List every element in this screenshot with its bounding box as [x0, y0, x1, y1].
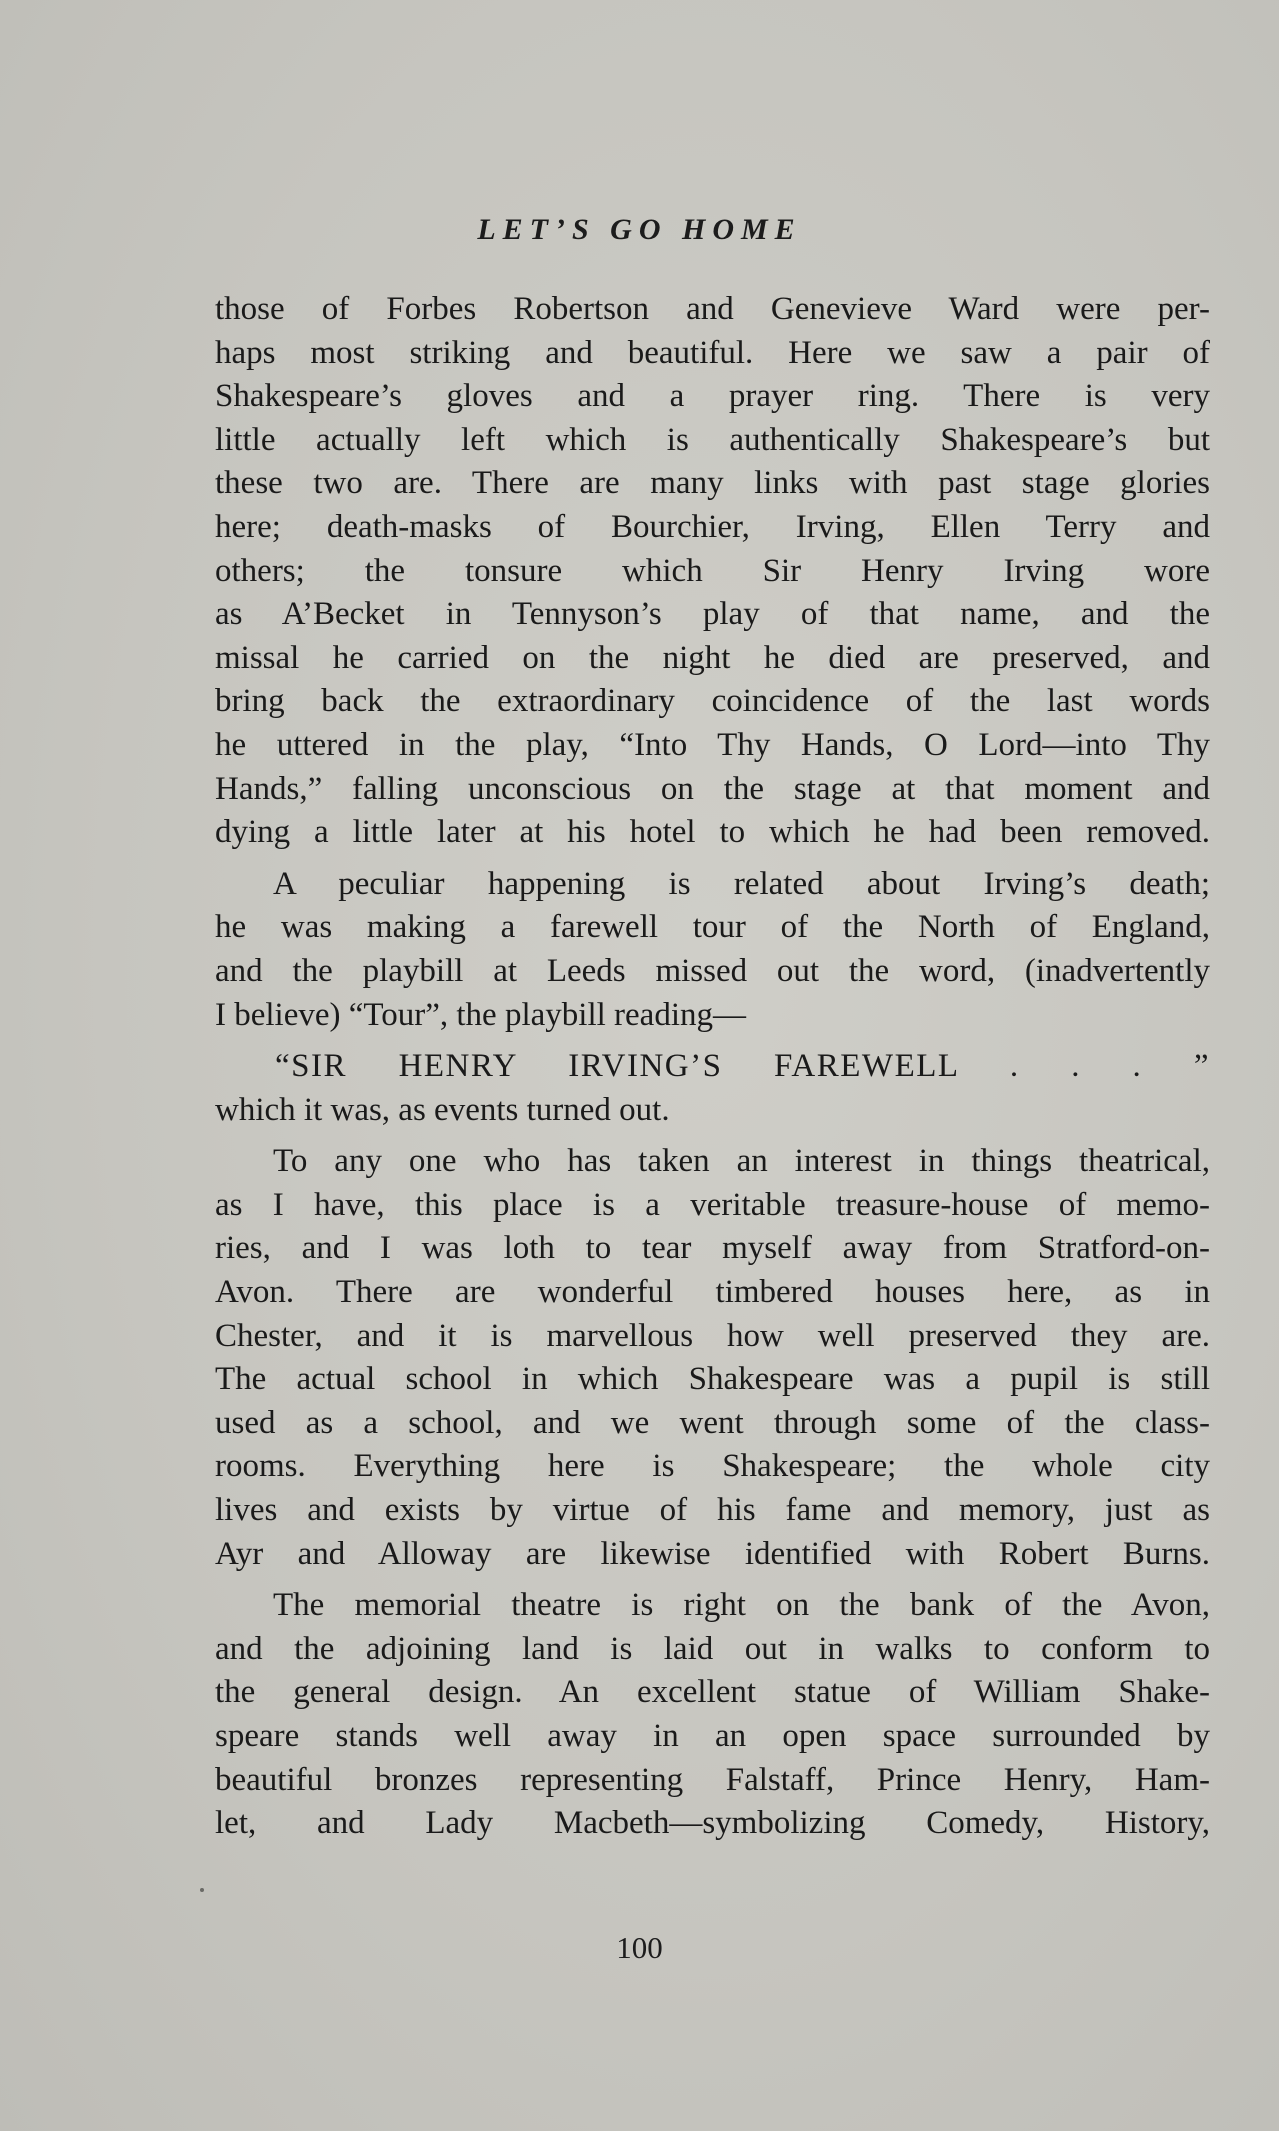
text-line: I believe) “Tour”, the playbill reading— [215, 996, 746, 1033]
text-line: those of Forbes Robertson and Genevieve Ward were per- [215, 291, 1210, 327]
text-line: as A’Becket in Tennyson’s play of that name, and the [215, 596, 1210, 633]
body-text [215, 288, 1210, 1846]
text-line: The memorial theatre is right on the bank of the Avon, [273, 1587, 1210, 1624]
text-line: haps most striking and beautiful. Here we saw a pair of [215, 334, 1210, 371]
running-title: LET’S GO HOME [477, 213, 802, 246]
paper-speck [200, 1888, 204, 1892]
paragraph-1 [215, 288, 1210, 855]
text-line: Shakespeare’s gloves and a prayer ring. There is very [215, 378, 1210, 415]
text-line: Chester, and it is marvellous how well preserved they are. [215, 1317, 1210, 1354]
text-line: lives and exists by virtue of his fame and memory, just as [215, 1492, 1210, 1529]
text-line: and the playbill at Leeds missed out the word, (inadvertently [215, 952, 1210, 989]
text-line: missal he carried on the night he died are preserved, and [215, 639, 1210, 676]
text-line: bring back the extraordinary coincidence of the last words [215, 683, 1210, 720]
playbill-quote: “SIR HENRY IRVING’S FAREWELL . . . ” [275, 1048, 1210, 1085]
paragraph-3 [215, 1045, 1210, 1132]
text-line: the general design. An excellent statue of William Shake- [215, 1674, 1210, 1711]
text-line: and the adjoining land is laid out in walks to conform to [215, 1630, 1210, 1667]
text-line: beautiful bronzes representing Falstaff, Prince Henry, Ham- [215, 1761, 1210, 1798]
text-line: Hands,” falling unconscious on the stage at that moment and [215, 770, 1210, 807]
text-line: as I have, this place is a veritable treasure-house of memo- [215, 1186, 1210, 1223]
text-line: these two are. There are many links with past stage glories [215, 465, 1210, 502]
text-line: ries, and I was loth to tear myself away from Stratford-on- [215, 1230, 1210, 1267]
text-line: rooms. Everything here is Shakespeare; the whole city [215, 1448, 1210, 1485]
text-line: which it was, as events turned out. [215, 1091, 670, 1128]
text-line: A peculiar happening is related about Irving’s death; [273, 865, 1210, 902]
text-line: Avon. There are wonderful timbered houses here, as in [215, 1274, 1210, 1311]
text-line: little actually left which is authentically Shakespeare’s but [215, 421, 1210, 458]
text-line: he uttered in the play, “Into Thy Hands, O Lord—into Thy [215, 726, 1210, 763]
text-line: Ayr and Alloway are likewise identified with Robert Burns. [215, 1535, 1210, 1572]
text-line: The actual school in which Shakespeare was a pupil is still [215, 1361, 1210, 1398]
text-line: let, and Lady Macbeth—symbolizing Comedy, History, [215, 1805, 1210, 1842]
text-line: he was making a farewell tour of the North of England, [215, 909, 1210, 946]
page-number: 100 [616, 1930, 663, 1965]
text-line: To any one who has taken an interest in things theatrical, [273, 1143, 1210, 1180]
paragraph-2 [215, 863, 1210, 1037]
text-line: used as a school, and we went through some of the class- [215, 1404, 1210, 1441]
text-line: dying a little later at his hotel to which he had been removed. [215, 814, 1210, 851]
text-line: speare stands well away in an open space surrounded by [215, 1718, 1210, 1754]
text-line: here; death-masks of Bourchier, Irving, Ellen Terry and [215, 508, 1210, 545]
paragraph-5 [215, 1584, 1210, 1846]
paragraph-4 [215, 1140, 1210, 1576]
text-line: others; the tonsure which Sir Henry Irving wore [215, 552, 1210, 589]
